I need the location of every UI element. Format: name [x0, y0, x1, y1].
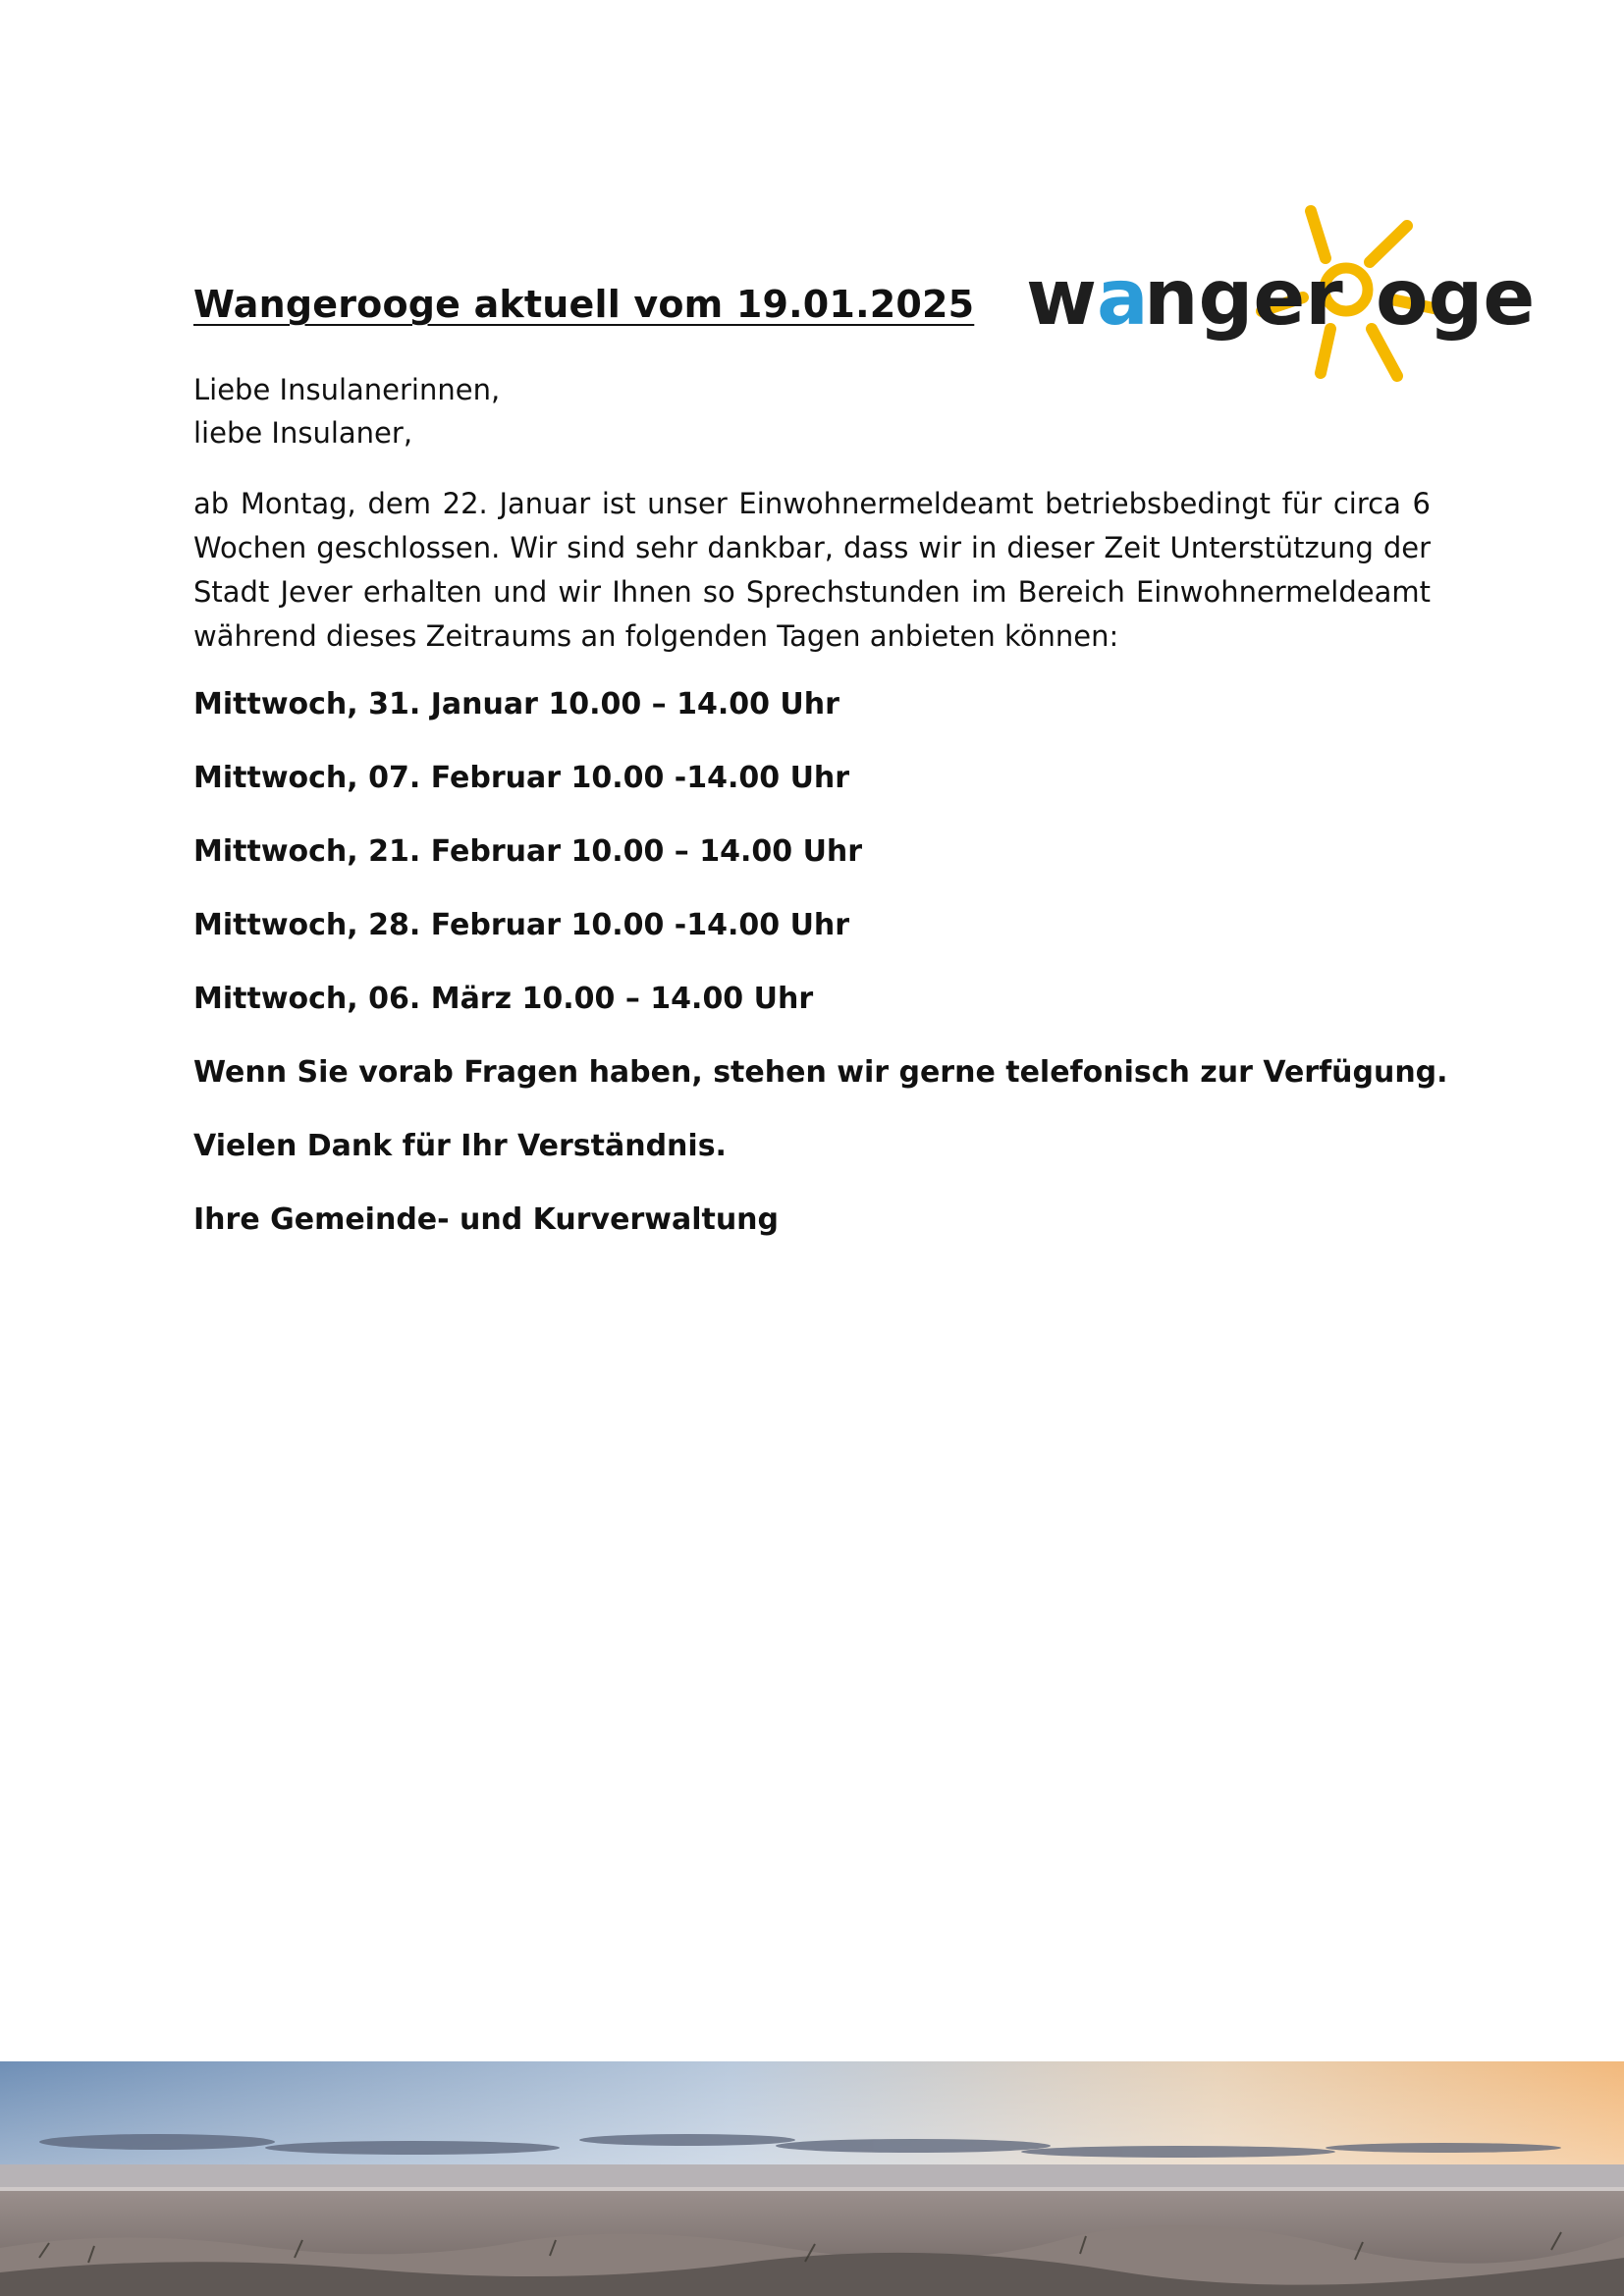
sun-logo-icon — [1026, 201, 1536, 378]
date-line-1: Mittwoch, 31. Januar 10.00 – 14.00 Uhr — [193, 687, 839, 721]
wangerooge-logo — [1026, 201, 1536, 378]
greeting-line-1: Liebe Insulanerinnen, — [193, 373, 501, 406]
logo-letter-w: w — [1026, 254, 1098, 343]
beach-panorama-image — [0, 2061, 1624, 2296]
questions-line: Wenn Sie vorab Fragen haben, stehen wir gerne telefonisch zur Verfügung. — [193, 1055, 1448, 1090]
logo-text-nger: nger — [1144, 254, 1343, 343]
greeting-line-2: liebe Insulaner, — [193, 416, 413, 450]
intro-paragraph: ab Montag, dem 22. Januar ist unser Einwohnermeldeamt betriebsbedingt für circa 6 Wochen geschlossen. Wir sind sehr dankbar, dass wir in dieser Zeit Unterstützung der Stadt Jever erhalten und wir Ihnen so Sprechstunden im Bereich Einwohnermeldeamt während dieses Zeitraums an folgenden Tagen anbieten können: — [193, 487, 1431, 653]
logo-text-oge: oge — [1376, 254, 1536, 343]
logo-letter-a: a — [1097, 254, 1149, 343]
date-line-4: Mittwoch, 28. Februar 10.00 -14.00 Uhr — [193, 908, 850, 942]
thanks-line: Vielen Dank für Ihr Verständnis. — [193, 1129, 727, 1163]
page-title: Wangerooge aktuell vom 19.01.2025 — [193, 283, 975, 326]
signature-line: Ihre Gemeinde- und Kurverwaltung — [193, 1202, 780, 1237]
date-line-5: Mittwoch, 06. März 10.00 – 14.00 Uhr — [193, 982, 814, 1016]
greeting — [193, 368, 500, 454]
date-line-3: Mittwoch, 21. Februar 10.00 – 14.00 Uhr — [193, 834, 863, 869]
date-line-2: Mittwoch, 07. Februar 10.00 -14.00 Uhr — [193, 761, 850, 795]
